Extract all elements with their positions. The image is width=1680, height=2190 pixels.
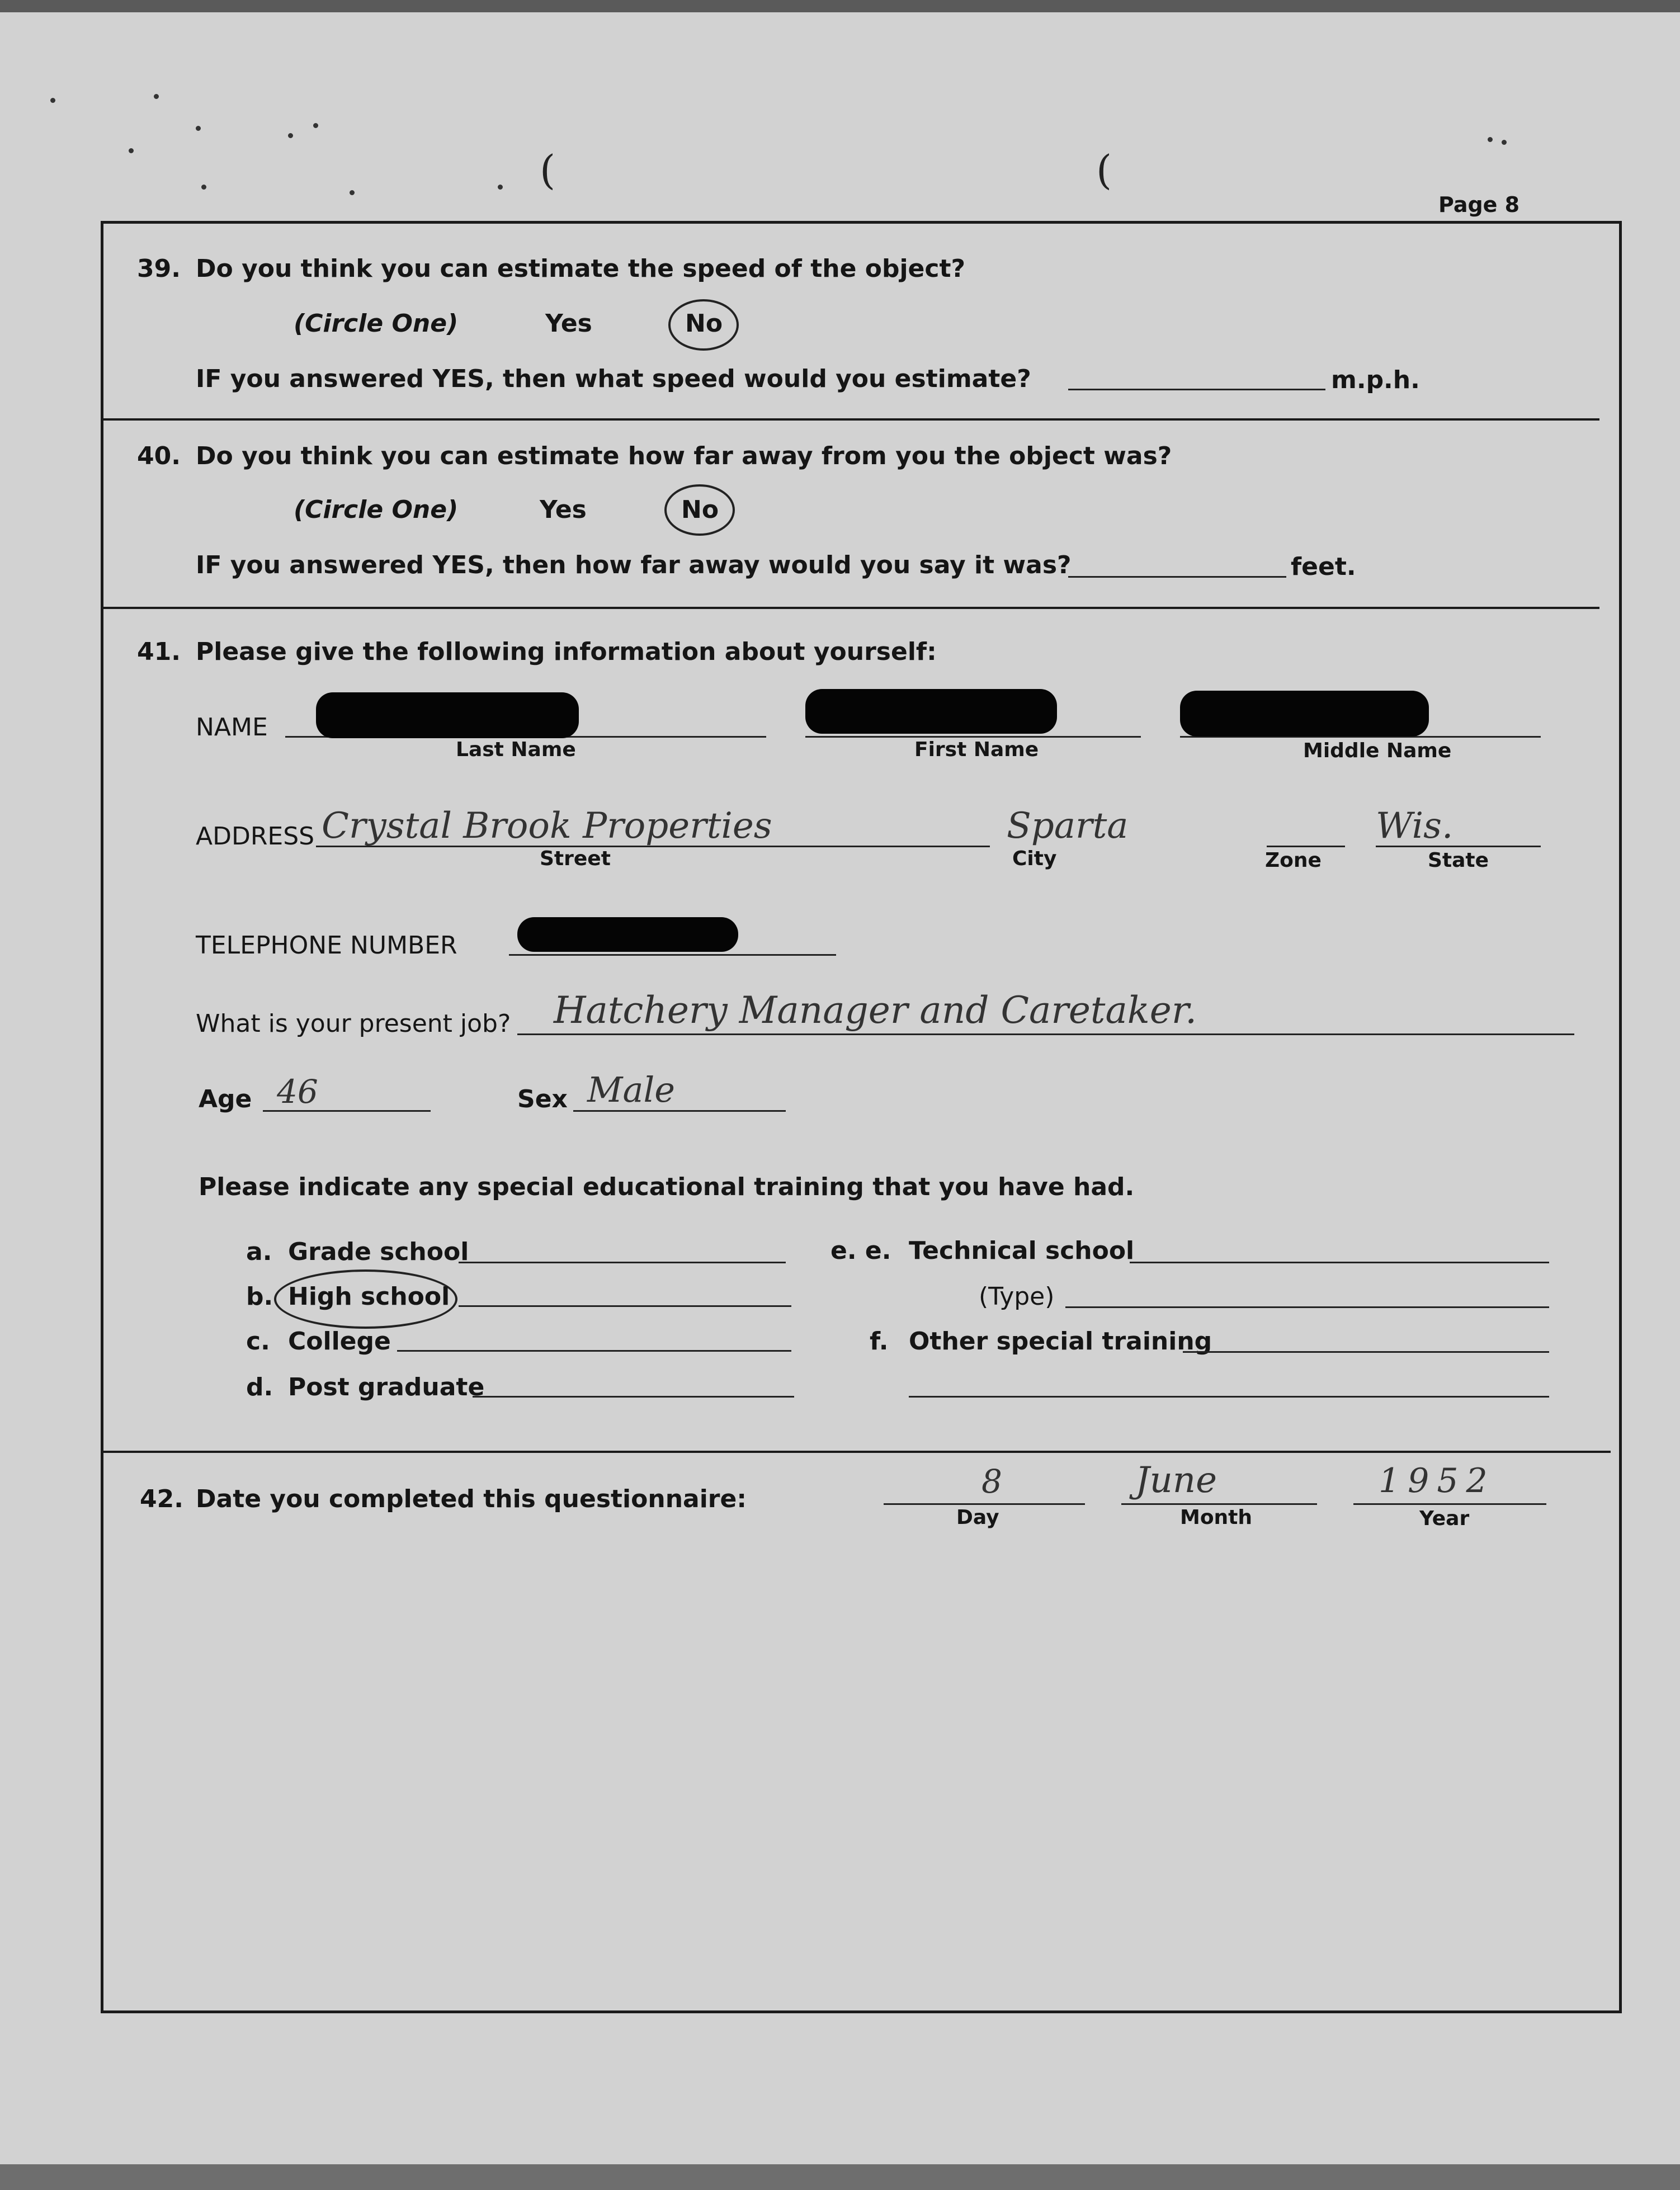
scan-speck	[1502, 140, 1507, 145]
date-month-field[interactable]	[1121, 1503, 1317, 1505]
training-b-marker: b.	[246, 1282, 273, 1311]
scan-speck	[201, 185, 206, 190]
q42-number: 42.	[140, 1485, 183, 1513]
q39-number: 39.	[137, 254, 181, 283]
section-divider	[101, 418, 1599, 421]
training-a-label: Grade school	[288, 1238, 469, 1266]
page-number: Page 8	[1438, 192, 1520, 217]
last-name-caption: Last Name	[456, 738, 576, 761]
scan-speck	[1488, 137, 1493, 142]
job-label: What is your present job?	[196, 1009, 511, 1038]
q39-followup: IF you answered YES, then what speed would you estimate?	[196, 365, 1031, 393]
scan-speck	[498, 185, 503, 190]
training-b-field[interactable]	[459, 1305, 791, 1307]
training-d-label: Post graduate	[288, 1373, 485, 1401]
q39-question: Do you think you can estimate the speed of the object?	[196, 254, 966, 283]
year-caption: Year	[1419, 1507, 1470, 1530]
state-caption: State	[1428, 849, 1489, 872]
training-a-marker: a.	[246, 1238, 272, 1266]
address-city-value: Sparta	[1007, 805, 1129, 847]
address-street-value: Crystal Brook Properties	[322, 805, 772, 847]
date-year-value: 1952	[1379, 1461, 1495, 1500]
date-month-value: June	[1135, 1460, 1217, 1501]
city-caption: City	[1012, 847, 1057, 870]
scan-speck	[129, 148, 134, 153]
address-label: ADDRESS	[196, 822, 315, 851]
training-e-label: Technical school	[909, 1236, 1135, 1265]
first-name-redaction	[805, 689, 1057, 734]
first-name-field[interactable]	[805, 736, 1141, 738]
date-year-field[interactable]	[1353, 1503, 1546, 1505]
q40-question: Do you think you can estimate how far away from you the object was?	[196, 442, 1172, 470]
age-label: Age	[199, 1085, 252, 1113]
training-b-label: High school	[288, 1282, 450, 1311]
q40-yes-option[interactable]: Yes	[540, 495, 587, 524]
day-caption: Day	[956, 1506, 999, 1529]
scan-speck	[350, 190, 355, 195]
q40-distance-field[interactable]	[1068, 576, 1286, 578]
training-prompt: Please indicate any special educational training that you have had.	[199, 1173, 1135, 1201]
q40-no-option[interactable]: No	[681, 495, 719, 524]
scan-mark: (	[1096, 147, 1112, 193]
q39-no-option[interactable]: No	[685, 309, 723, 338]
scan-mark: (	[540, 147, 556, 193]
telephone-field[interactable]	[509, 954, 836, 956]
q39-speed-field[interactable]	[1068, 389, 1325, 390]
q41-number: 41.	[137, 638, 181, 666]
training-f-label: Other special training	[909, 1327, 1212, 1356]
training-d-field[interactable]	[473, 1396, 794, 1398]
training-d-marker: d.	[246, 1373, 273, 1401]
section-divider	[101, 1451, 1611, 1453]
q40-number: 40.	[137, 442, 181, 470]
q40-circle-label: (Circle One)	[294, 495, 459, 524]
middle-name-redaction	[1180, 691, 1429, 737]
q39-unit: m.p.h.	[1331, 366, 1420, 394]
training-c-field[interactable]	[397, 1350, 791, 1352]
training-c-label: College	[288, 1327, 391, 1356]
scan-speck	[313, 123, 318, 128]
age-value: 46	[277, 1073, 318, 1111]
training-f-marker: f.	[870, 1327, 889, 1356]
middle-name-caption: Middle Name	[1303, 739, 1452, 762]
scan-speck	[154, 94, 159, 99]
q41-prompt: Please give the following information about yourself:	[196, 638, 937, 666]
address-state-value: Wis.	[1376, 805, 1454, 847]
telephone-redaction	[517, 917, 738, 952]
scan-bottom-edge	[0, 2164, 1680, 2190]
q39-circle-label: (Circle One)	[294, 309, 459, 338]
training-type-field[interactable]	[1065, 1306, 1549, 1308]
street-caption: Street	[540, 847, 611, 870]
date-day-field[interactable]	[884, 1503, 1085, 1505]
section-divider	[101, 607, 1599, 609]
training-c-marker: c.	[246, 1327, 270, 1356]
job-value: Hatchery Manager and Caretaker.	[554, 989, 1197, 1032]
sex-value: Male	[587, 1069, 675, 1110]
training-a-field[interactable]	[459, 1262, 786, 1263]
training-type-label: (Type)	[979, 1282, 1055, 1311]
training-e-marker: e. e.	[830, 1236, 891, 1265]
scan-speck	[288, 133, 293, 138]
date-day-value: 8	[981, 1462, 1002, 1500]
last-name-redaction	[316, 692, 579, 738]
scan-speck	[50, 98, 55, 103]
training-e-field[interactable]	[1130, 1262, 1549, 1263]
sex-field[interactable]	[573, 1110, 786, 1112]
q40-unit: feet.	[1291, 553, 1356, 581]
q42-prompt: Date you completed this questionnaire:	[196, 1485, 747, 1513]
scan-speck	[196, 126, 201, 131]
scan-top-edge	[0, 0, 1680, 12]
q39-yes-option[interactable]: Yes	[545, 309, 592, 338]
telephone-label: TELEPHONE NUMBER	[196, 931, 457, 960]
first-name-caption: First Name	[914, 738, 1039, 761]
job-field[interactable]	[517, 1033, 1574, 1035]
form-frame	[101, 221, 1622, 2013]
zone-caption: Zone	[1265, 849, 1322, 872]
month-caption: Month	[1180, 1506, 1253, 1529]
address-zone-field[interactable]	[1267, 846, 1345, 847]
training-f-field-extra[interactable]	[909, 1396, 1549, 1398]
name-label: NAME	[196, 713, 268, 742]
q40-followup: IF you answered YES, then how far away would you say it was?	[196, 551, 1072, 579]
sex-label: Sex	[517, 1085, 568, 1113]
training-f-field[interactable]	[1183, 1351, 1549, 1353]
